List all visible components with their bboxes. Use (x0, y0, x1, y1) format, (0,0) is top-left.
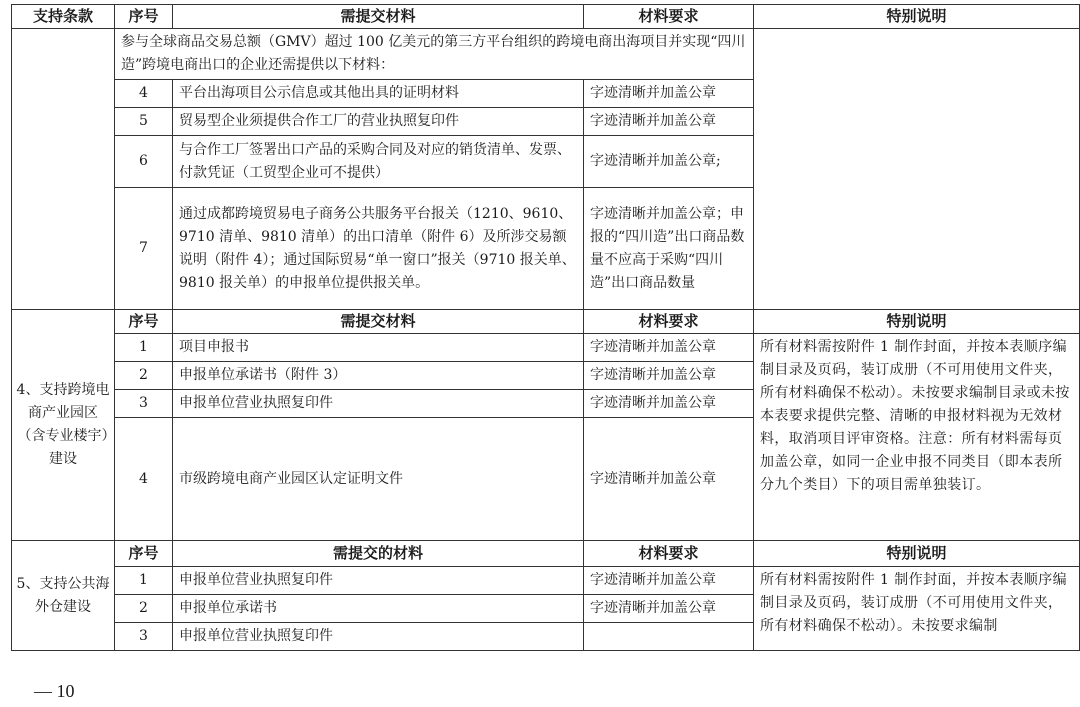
section4-header-note: 特别说明 (754, 310, 1080, 334)
section5-note: 所有材料需按附件 1 制作封面，并按本表顺序编制目录及页码，装订成册（不可用使用文件夹，所有材料确保不松动）。未按要求编制 (754, 567, 1080, 651)
row-material: 申报单位承诺书（附件 3） (173, 362, 584, 390)
row-material: 申报单位承诺书 (173, 595, 584, 623)
row-requirement: 字迹清晰并加盖公章 (584, 390, 754, 418)
table-row (12, 567, 1080, 595)
row-requirement: 字迹清晰并加盖公章 (584, 334, 754, 362)
row-requirement: 字迹清晰并加盖公章 (584, 362, 754, 390)
row-requirement: 字迹清晰并加盖公章 (584, 595, 754, 623)
section5-header-material: 需提交的材料 (173, 541, 584, 567)
row-material: 项目申报书 (173, 334, 584, 362)
section4-clause: 4、支持跨境电商产业园区（含专业楼宇）建设 (12, 310, 115, 541)
row-number: 2 (115, 362, 173, 390)
section4-header-seq: 序号 (115, 310, 173, 334)
row-number: 5 (115, 108, 173, 136)
section3-intro: 参与全球商品交易总额（GMV）超过 100 亿美元的第三方平台组织的跨境电商出海项目并实现“四川造”跨境电商出口的企业还需提供以下材料： (115, 29, 754, 80)
row-material: 申报单位营业执照复印件 (173, 390, 584, 418)
section5-header-note: 特别说明 (754, 541, 1080, 567)
table-row (12, 334, 1080, 362)
row-requirement: 字迹清晰并加盖公章 (584, 80, 754, 108)
section5-header-seq: 序号 (115, 541, 173, 567)
row-number: 3 (115, 623, 173, 651)
row-number: 7 (115, 188, 173, 310)
row-number: 4 (115, 418, 173, 541)
row-number: 1 (115, 567, 173, 595)
section3-clause-cell (12, 29, 115, 310)
header-material: 需提交材料 (173, 5, 584, 29)
row-number: 1 (115, 334, 173, 362)
row-number: 6 (115, 136, 173, 188)
header-clause: 支持条款 (12, 5, 115, 29)
section3-intro-row (12, 29, 1080, 80)
row-material: 市级跨境电商产业园区认定证明文件 (173, 418, 584, 541)
row-number: 3 (115, 390, 173, 418)
section3-note-cell (754, 29, 1080, 310)
row-material: 通过成都跨境贸易电子商务公共服务平台报关（1210、9610、9710 清单、9810 清单）的出口清单（附件 6）及所涉交易额说明（附件 4）；通过国际贸易“单一窗口”报关（9710 报关单、9810 报关单）的申报单位提供报关单。 (173, 188, 584, 310)
row-number: 4 (115, 80, 173, 108)
section4-header-row (12, 310, 1080, 334)
row-requirement: 字迹清晰并加盖公章；申报的“四川造”出口商品数量不应高于采购“四川造”出口商品数量 (584, 188, 754, 310)
row-requirement: 字迹清晰并加盖公章 (584, 567, 754, 595)
row-requirement: 字迹清晰并加盖公章 (584, 418, 754, 541)
row-requirement: 字迹清晰并加盖公章 (584, 108, 754, 136)
section5-header-requirement: 材料要求 (584, 541, 754, 567)
row-material: 与合作工厂签署出口产品的采购合同及对应的销货清单、发票、付款凭证（工贸型企业可不提供） (173, 136, 584, 188)
section4-note: 所有材料需按附件 1 制作封面，并按本表顺序编制目录及页码，装订成册（不可用使用文件夹，所有材料确保不松动）。未按要求编制目录或未按本表要求提供完整、清晰的申报材料视为无效材料，取消项目评审资格。注意：所有材料需每页加盖公章，如同一企业申报不同类目（即本表所分九个类目）下的项目需单独装订。 (754, 334, 1080, 541)
table-header-row (12, 5, 1080, 29)
row-material: 申报单位营业执照复印件 (173, 567, 584, 595)
section4-header-material: 需提交材料 (173, 310, 584, 334)
page-number: — 10 (34, 681, 75, 701)
header-requirement: 材料要求 (584, 5, 754, 29)
section4-header-requirement: 材料要求 (584, 310, 754, 334)
row-material: 平台出海项目公示信息或其他出具的证明材料 (173, 80, 584, 108)
row-material: 贸易型企业须提供合作工厂的营业执照复印件 (173, 108, 584, 136)
section5-header-row (12, 541, 1080, 567)
materials-table (11, 4, 1080, 651)
row-material: 申报单位营业执照复印件 (173, 623, 584, 651)
row-requirement (584, 623, 754, 651)
header-note: 特别说明 (754, 5, 1080, 29)
row-number: 2 (115, 595, 173, 623)
row-requirement: 字迹清晰并加盖公章; (584, 136, 754, 188)
section5-clause: 5、支持公共海外仓建设 (12, 541, 115, 651)
header-seq: 序号 (115, 5, 173, 29)
